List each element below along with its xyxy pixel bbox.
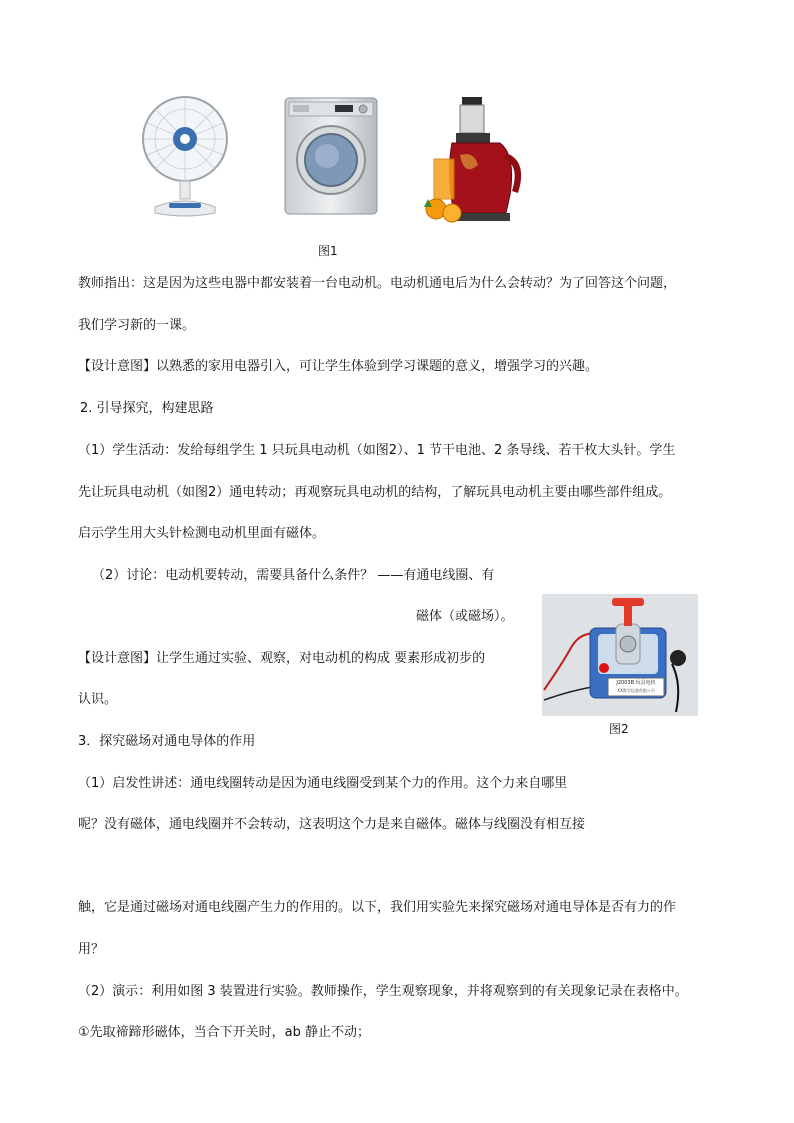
design-intent: 【设计意图】让学生通过实验、观察，对电动机的构成 要素形成初步的 bbox=[78, 651, 486, 666]
paragraph-line: 呢？没有磁体，通电线圈并不会转动，这表明这个力是来自磁体。磁体与线圈没有相互接 bbox=[78, 817, 586, 832]
paragraph-line: 认识。 bbox=[78, 692, 118, 707]
section-heading: 3．探究磁场对通电导体的作用 bbox=[78, 734, 256, 749]
juicer-image bbox=[420, 95, 535, 225]
paragraph-line: （2）讨论：电动机要转动，需要具备什么条件？ ——有通电线圈、有 bbox=[92, 568, 495, 583]
figure1-caption: 图1 bbox=[318, 244, 338, 258]
paragraph-line: 先让玩具电动机（如图2）通电转动；再观察玩具电动机的结构，了解玩具电动机主要由哪些部件组成。 bbox=[78, 485, 672, 500]
paragraph-line: ①先取禘蹄形磁体，当合下开关时，ab 静止不动； bbox=[78, 1025, 371, 1040]
toy-motor-image bbox=[542, 594, 698, 716]
motor-label-subtext: XX教学仪器有限公司 bbox=[617, 688, 655, 693]
paragraph-line: （1）学生活动：发给每组学生 1 只玩具电动机（如图2）、1 节干电池、2 条导线、若干枚大头针。学生 bbox=[78, 443, 676, 458]
paragraph-line: 磁体（或磁场）。 bbox=[416, 609, 514, 624]
paragraph-line: 启示学生用大头针检测电动机里面有磁体。 bbox=[78, 526, 326, 541]
fan-image bbox=[135, 95, 235, 220]
motor-label-text: J2003B 玩具电机 bbox=[616, 680, 656, 686]
paragraph-line: （1）启发性讲述：通电线圈转动是因为通电线圈受到某个力的作用。这个力来自哪里 bbox=[78, 776, 568, 791]
paragraph-line: 教师指出：这是因为这些电器中都安装着一台电动机。电动机通电后为什么会转动？为了回答这个问题， bbox=[78, 276, 677, 291]
paragraph-line: 用？ bbox=[78, 942, 105, 957]
washing-machine-image bbox=[283, 96, 379, 216]
design-intent: 【设计意图】以熟悉的家用电器引入，可让学生体验到学习课题的意义，增强学习的兴趣。 bbox=[78, 359, 599, 374]
paragraph-line: 我们学习新的一课。 bbox=[78, 318, 196, 333]
paragraph-line: （2）演示：利用如图 3 装置进行实验。教师操作，学生观察现象，并将观察到的有关现象记录在表格中。 bbox=[78, 984, 688, 999]
section-heading: 2. 引导探究，构建思路 bbox=[80, 401, 214, 416]
paragraph-line: 触，它是通过磁场对通电线圈产生力的作用的。以下，我们用实验先来探究磁场对通电导体是否有力的作 bbox=[78, 900, 677, 915]
figure2-caption: 图2 bbox=[609, 722, 629, 736]
